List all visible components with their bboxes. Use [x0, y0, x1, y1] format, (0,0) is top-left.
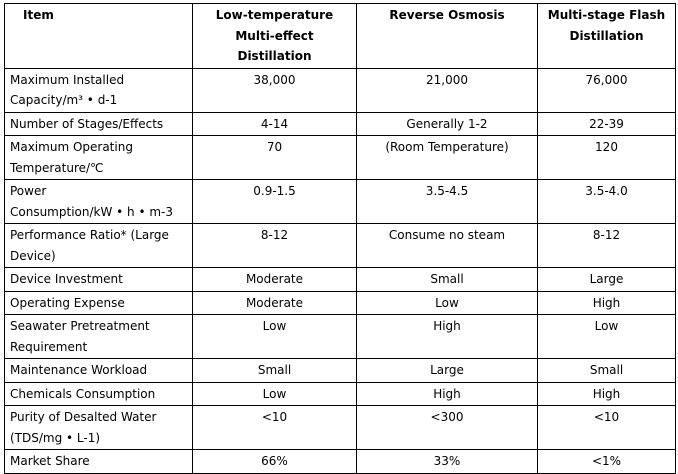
table-row [5, 112, 676, 136]
table-row [5, 406, 676, 450]
row-label: Purity of Desalted Water (TDS/mg • L-1) [5, 406, 193, 450]
header-item: Item [5, 4, 193, 69]
table-row [5, 224, 676, 268]
cell-value: 8-12 [193, 224, 357, 268]
table-row [5, 315, 676, 359]
table-row [5, 450, 676, 474]
cell-value: High [357, 382, 538, 406]
cell-value: Low [357, 291, 538, 315]
header-row [5, 4, 676, 69]
cell-value: Large [538, 268, 676, 292]
cell-value: 33% [357, 450, 538, 474]
header-msf: Multi-stage Flash Distillation [538, 4, 676, 69]
cell-value: Large [357, 359, 538, 383]
cell-value: Small [357, 268, 538, 292]
cell-value: Moderate [193, 268, 357, 292]
row-label: Performance Ratio* (Large Device) [5, 224, 193, 268]
cell-value: 0.9-1.5 [193, 180, 357, 224]
table-row [5, 180, 676, 224]
row-label: Market Share [5, 450, 193, 474]
desalination-comparison-table [4, 3, 676, 474]
cell-value: <10 [193, 406, 357, 450]
row-label: Chemicals Consumption [5, 382, 193, 406]
cell-value: 3.5-4.0 [538, 180, 676, 224]
cell-value: Low [193, 382, 357, 406]
cell-value: 76,000 [538, 68, 676, 112]
table-row [5, 268, 676, 292]
row-label: Maximum Installed Capacity/m³ • d-1 [5, 68, 193, 112]
cell-value: 38,000 [193, 68, 357, 112]
table-row [5, 359, 676, 383]
cell-value: 22-39 [538, 112, 676, 136]
cell-value: Generally 1-2 [357, 112, 538, 136]
table-row [5, 291, 676, 315]
cell-value: <1% [538, 450, 676, 474]
row-label: Number of Stages/Effects [5, 112, 193, 136]
cell-value: Moderate [193, 291, 357, 315]
cell-value: High [538, 382, 676, 406]
cell-value: Small [193, 359, 357, 383]
cell-value: Low [538, 315, 676, 359]
row-label: Seawater Pretreatment Requirement [5, 315, 193, 359]
cell-value: <10 [538, 406, 676, 450]
cell-value: Small [538, 359, 676, 383]
cell-value: 3.5-4.5 [357, 180, 538, 224]
table-row [5, 68, 676, 112]
cell-value: Consume no steam [357, 224, 538, 268]
cell-value: 4-14 [193, 112, 357, 136]
cell-value: (Room Temperature) [357, 136, 538, 180]
cell-value: <300 [357, 406, 538, 450]
cell-value: 120 [538, 136, 676, 180]
row-label: Maximum Operating Temperature/℃ [5, 136, 193, 180]
cell-value: Low [193, 315, 357, 359]
row-label: Power Consumption/kW • h • m-3 [5, 180, 193, 224]
cell-value: 70 [193, 136, 357, 180]
row-label: Operating Expense [5, 291, 193, 315]
table-row [5, 136, 676, 180]
cell-value: 66% [193, 450, 357, 474]
header-reverse-osmosis: Reverse Osmosis [357, 4, 538, 69]
row-label: Maintenance Workload [5, 359, 193, 383]
row-label: Device Investment [5, 268, 193, 292]
header-low-temp-med: Low-temperature Multi-effect Distillation [193, 4, 357, 69]
table-row [5, 382, 676, 406]
cell-value: 8-12 [538, 224, 676, 268]
cell-value: High [538, 291, 676, 315]
cell-value: High [357, 315, 538, 359]
cell-value: 21,000 [357, 68, 538, 112]
